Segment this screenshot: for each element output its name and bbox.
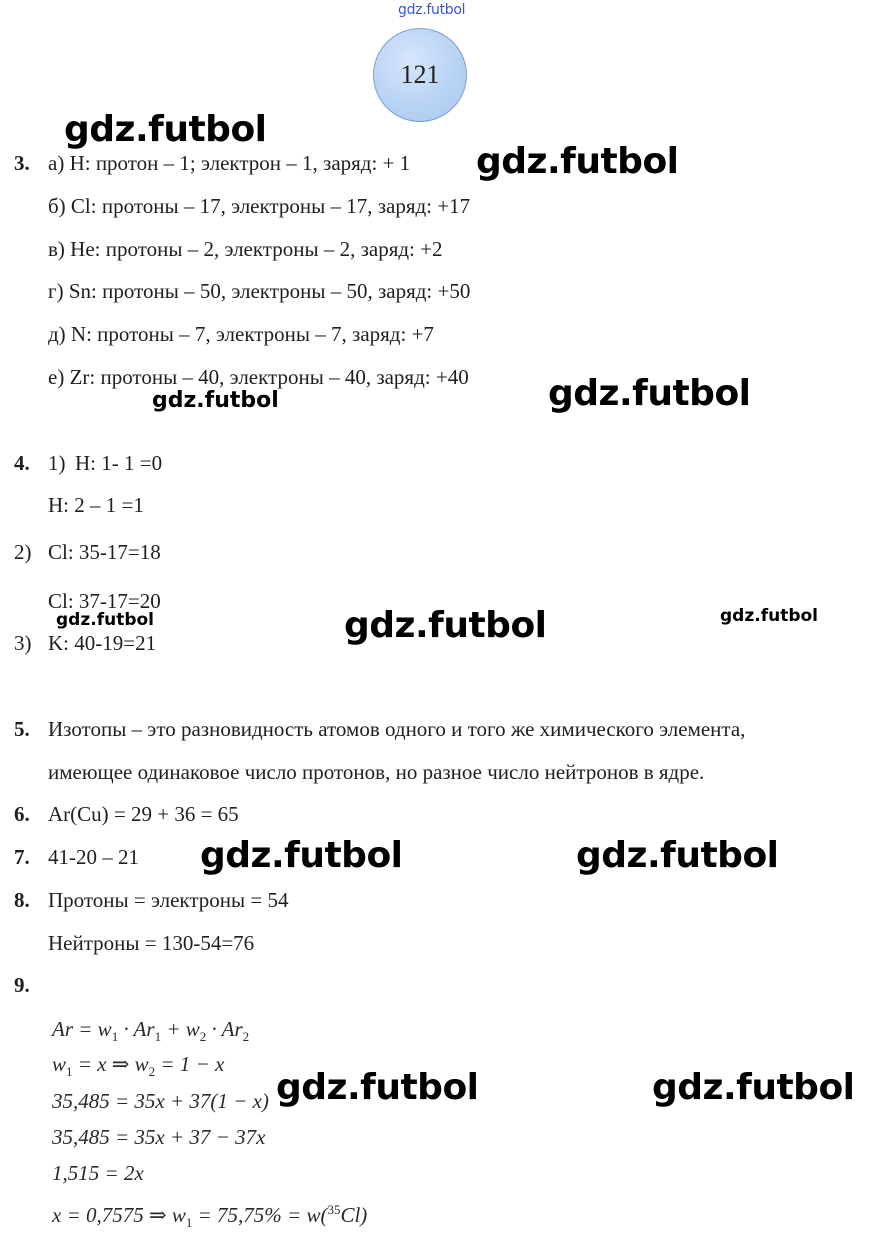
page-number: 121 [400, 60, 440, 89]
task-9-number: 9. [14, 973, 30, 997]
watermark: gdz.futbol [276, 1067, 479, 1108]
page-number-badge [373, 28, 467, 122]
formula-substitution: 35,485 = 35x + 37(1 − x) [52, 1089, 269, 1113]
task-3-line-a: а) H: протон – 1; электрон – 1, заряд: + 1 [48, 151, 411, 175]
task-5-line-2: имеющее одинаковое число протонов, но разное число нейтронов в ядре. [48, 760, 705, 784]
task-4-item-3-marker: 3) [14, 631, 32, 655]
watermark: gdz.futbol [56, 610, 154, 630]
watermark: gdz.futbol [344, 605, 547, 646]
task-3-line-f: е) Zr: протоны – 40, электроны – 40, заряд: +40 [48, 365, 469, 389]
task-6-text: Ar(Cu) = 29 + 36 = 65 [48, 802, 239, 826]
task-7-text: 41-20 – 21 [48, 845, 139, 869]
watermark: gdz.futbol [548, 373, 751, 414]
task-4-item-2-marker: 2) [14, 540, 32, 564]
formula-weighted-mass: $Ar = w_1 \cdot Ar_1 + w_2 \cdot Ar_2$ [52, 1017, 250, 1045]
formula-simplified: 1,515 = 2x [52, 1161, 144, 1185]
task-3-number: 3. [14, 151, 30, 175]
task-4-item-1-line-1: H: 1- 1 =0 [75, 451, 163, 475]
formula-expansion: 35,485 = 35x + 37 − 37x [52, 1125, 266, 1149]
task-4-item-1-line-2: H: 2 – 1 =1 [48, 493, 144, 517]
task-3-line-b: б) Cl: протоны – 17, электроны – 17, заряд: +17 [48, 194, 471, 218]
task-5-number: 5. [14, 717, 30, 741]
task-7-number: 7. [14, 845, 30, 869]
task-8-number: 8. [14, 888, 30, 912]
task-8-line-2: Нейтроны = 130-54=76 [48, 931, 255, 955]
watermark: gdz.futbol [64, 109, 267, 150]
task-6-number: 6. [14, 802, 30, 826]
task-3-line-d: г) Sn: протоны – 50, электроны – 50, заряд: +50 [48, 279, 471, 303]
watermark: gdz.futbol [200, 835, 403, 876]
formula-result: x = 0,7575 ⇒ $w_1 = 75,75\% = w(^{35}Cl)$ [52, 1202, 368, 1231]
top-watermark: gdz.futbol [398, 2, 466, 18]
watermark: gdz.futbol [652, 1067, 855, 1108]
task-5-line-1: Изотопы – это разновидность атомов одного и того же химического элемента, [48, 717, 746, 741]
watermark: gdz.futbol [152, 388, 279, 413]
task-4-item-3-line: K: 40-19=21 [48, 631, 157, 655]
watermark: gdz.futbol [720, 606, 818, 626]
task-4-item-2-line-2: Cl: 37-17=20 [48, 589, 161, 613]
formula-fractions: $w_1 = x$ ⇒ $w_2 = 1 - x$ [52, 1052, 225, 1080]
watermark: gdz.futbol [476, 141, 679, 182]
task-8-line-1: Протоны = электроны = 54 [48, 888, 289, 912]
task-3-line-c: в) He: протоны – 2, электроны – 2, заряд: +2 [48, 237, 443, 261]
task-4-item-1-marker: 1) [48, 451, 66, 475]
task-4-item-2-line-1: Cl: 35-17=18 [48, 540, 161, 564]
task-4-number: 4. [14, 451, 30, 475]
task-3-line-e: д) N: протоны – 7, электроны – 7, заряд: +7 [48, 322, 434, 346]
watermark: gdz.futbol [576, 835, 779, 876]
